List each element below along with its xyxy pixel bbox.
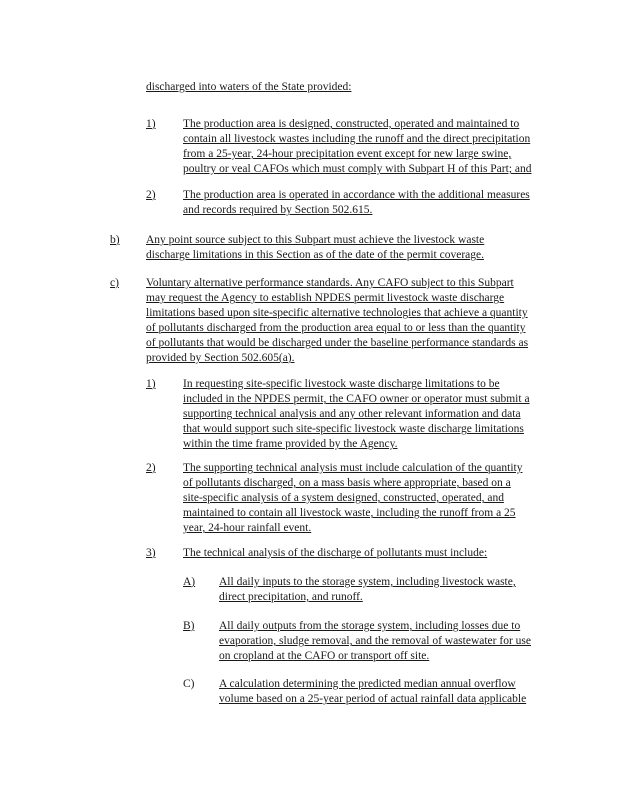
- text-line: Voluntary alternative performance standards. Any CAFO subject to this Subpart: [146, 277, 514, 289]
- text-line: of pollutants discharged, on a mass basis where appropriate, based on a: [183, 477, 511, 489]
- item-label-c: c): [110, 277, 119, 289]
- item-c-text: [146, 276, 528, 366]
- text-line: on cropland at the CAFO or transport off site.: [219, 650, 430, 662]
- text-line: that would support such site-specific livestock waste discharge limitations: [183, 423, 524, 435]
- text-line: contain all livestock wastes including the runoff and the direct precipitation: [183, 133, 531, 145]
- text-line: The technical analysis of the discharge of pollutants must include:: [183, 547, 488, 559]
- text-line: discharge limitations in this Section as of the date of the permit coverage.: [146, 249, 484, 261]
- item-a2-text: [183, 188, 530, 218]
- text-line: volume based on a 25-year period of actual rainfall data applicable: [219, 693, 527, 705]
- text-line: and records required by Section 502.615.: [183, 204, 373, 216]
- text-line: discharged into waters of the State provided:: [146, 81, 352, 93]
- text-line: A calculation determining the predicted median annual overflow: [219, 678, 516, 690]
- item-c1-text: [183, 377, 530, 452]
- text-line: site-specific analysis of a system designed, constructed, operated, and: [183, 492, 504, 504]
- text-line: The supporting technical analysis must include calculation of the quantity: [183, 462, 523, 474]
- continuation-line: [146, 80, 351, 95]
- text-line: evaporation, sludge removal, and the removal of wastewater for use: [219, 635, 531, 647]
- item-label-c2: 2): [146, 462, 156, 474]
- item-c3A-text: [219, 575, 516, 605]
- item-label-c3B: B): [183, 620, 195, 632]
- text-line: All daily outputs from the storage system, including losses due to: [219, 620, 521, 632]
- text-line: Any point source subject to this Subpart must achieve the livestock waste: [146, 234, 485, 246]
- text-line: All daily inputs to the storage system, including livestock waste,: [219, 576, 516, 588]
- text-line: supporting technical analysis and any other relevant information and data: [183, 408, 521, 420]
- text-line: may request the Agency to establish NPDES permit livestock waste discharge: [146, 292, 505, 304]
- text-line: direct precipitation, and runoff.: [219, 591, 363, 603]
- item-c2-text: [183, 461, 522, 536]
- item-label-b: b): [110, 234, 120, 246]
- item-label-c3A: A): [183, 576, 196, 588]
- text-line: of pollutants that would be discharged under the baseline performance standards as: [146, 337, 529, 349]
- item-label-a1: 1): [146, 118, 156, 130]
- text-line: The production area is operated in accordance with the additional measures: [183, 189, 530, 201]
- text-line: provided by Section 502.605(a).: [146, 352, 295, 364]
- text-line: included in the NPDES permit, the CAFO owner or operator must submit a: [183, 393, 530, 405]
- text-line: maintained to contain all livestock waste, including the runoff from a 25: [183, 507, 516, 519]
- item-c3-text: [183, 546, 487, 561]
- text-line: limitations based upon site-specific alternative technologies that achieve a quantity: [146, 307, 528, 319]
- text-line: year, 24-hour rainfall event.: [183, 522, 312, 534]
- text-line: from a 25-year, 24-hour precipitation event except for new large swine,: [183, 148, 512, 160]
- text-line: poultry or veal CAFOs which must comply with Subpart H of this Part; and: [183, 163, 532, 175]
- item-c3C-text: [219, 677, 526, 707]
- text-line: of pollutants discharged from the production area equal to or less than the quantity: [146, 322, 526, 334]
- item-label-c3C: C): [183, 678, 195, 690]
- text-line: In requesting site-specific livestock waste discharge limitations to be: [183, 378, 500, 390]
- item-b-text: [146, 233, 484, 263]
- item-label-a2: 2): [146, 189, 156, 201]
- item-label-c1: 1): [146, 378, 156, 390]
- text-line: The production area is designed, constructed, operated and maintained to: [183, 118, 520, 130]
- item-label-c3: 3): [146, 547, 156, 559]
- item-a1-text: [183, 117, 532, 177]
- item-c3B-text: [219, 619, 531, 664]
- text-line: within the time frame provided by the Agency.: [183, 438, 398, 450]
